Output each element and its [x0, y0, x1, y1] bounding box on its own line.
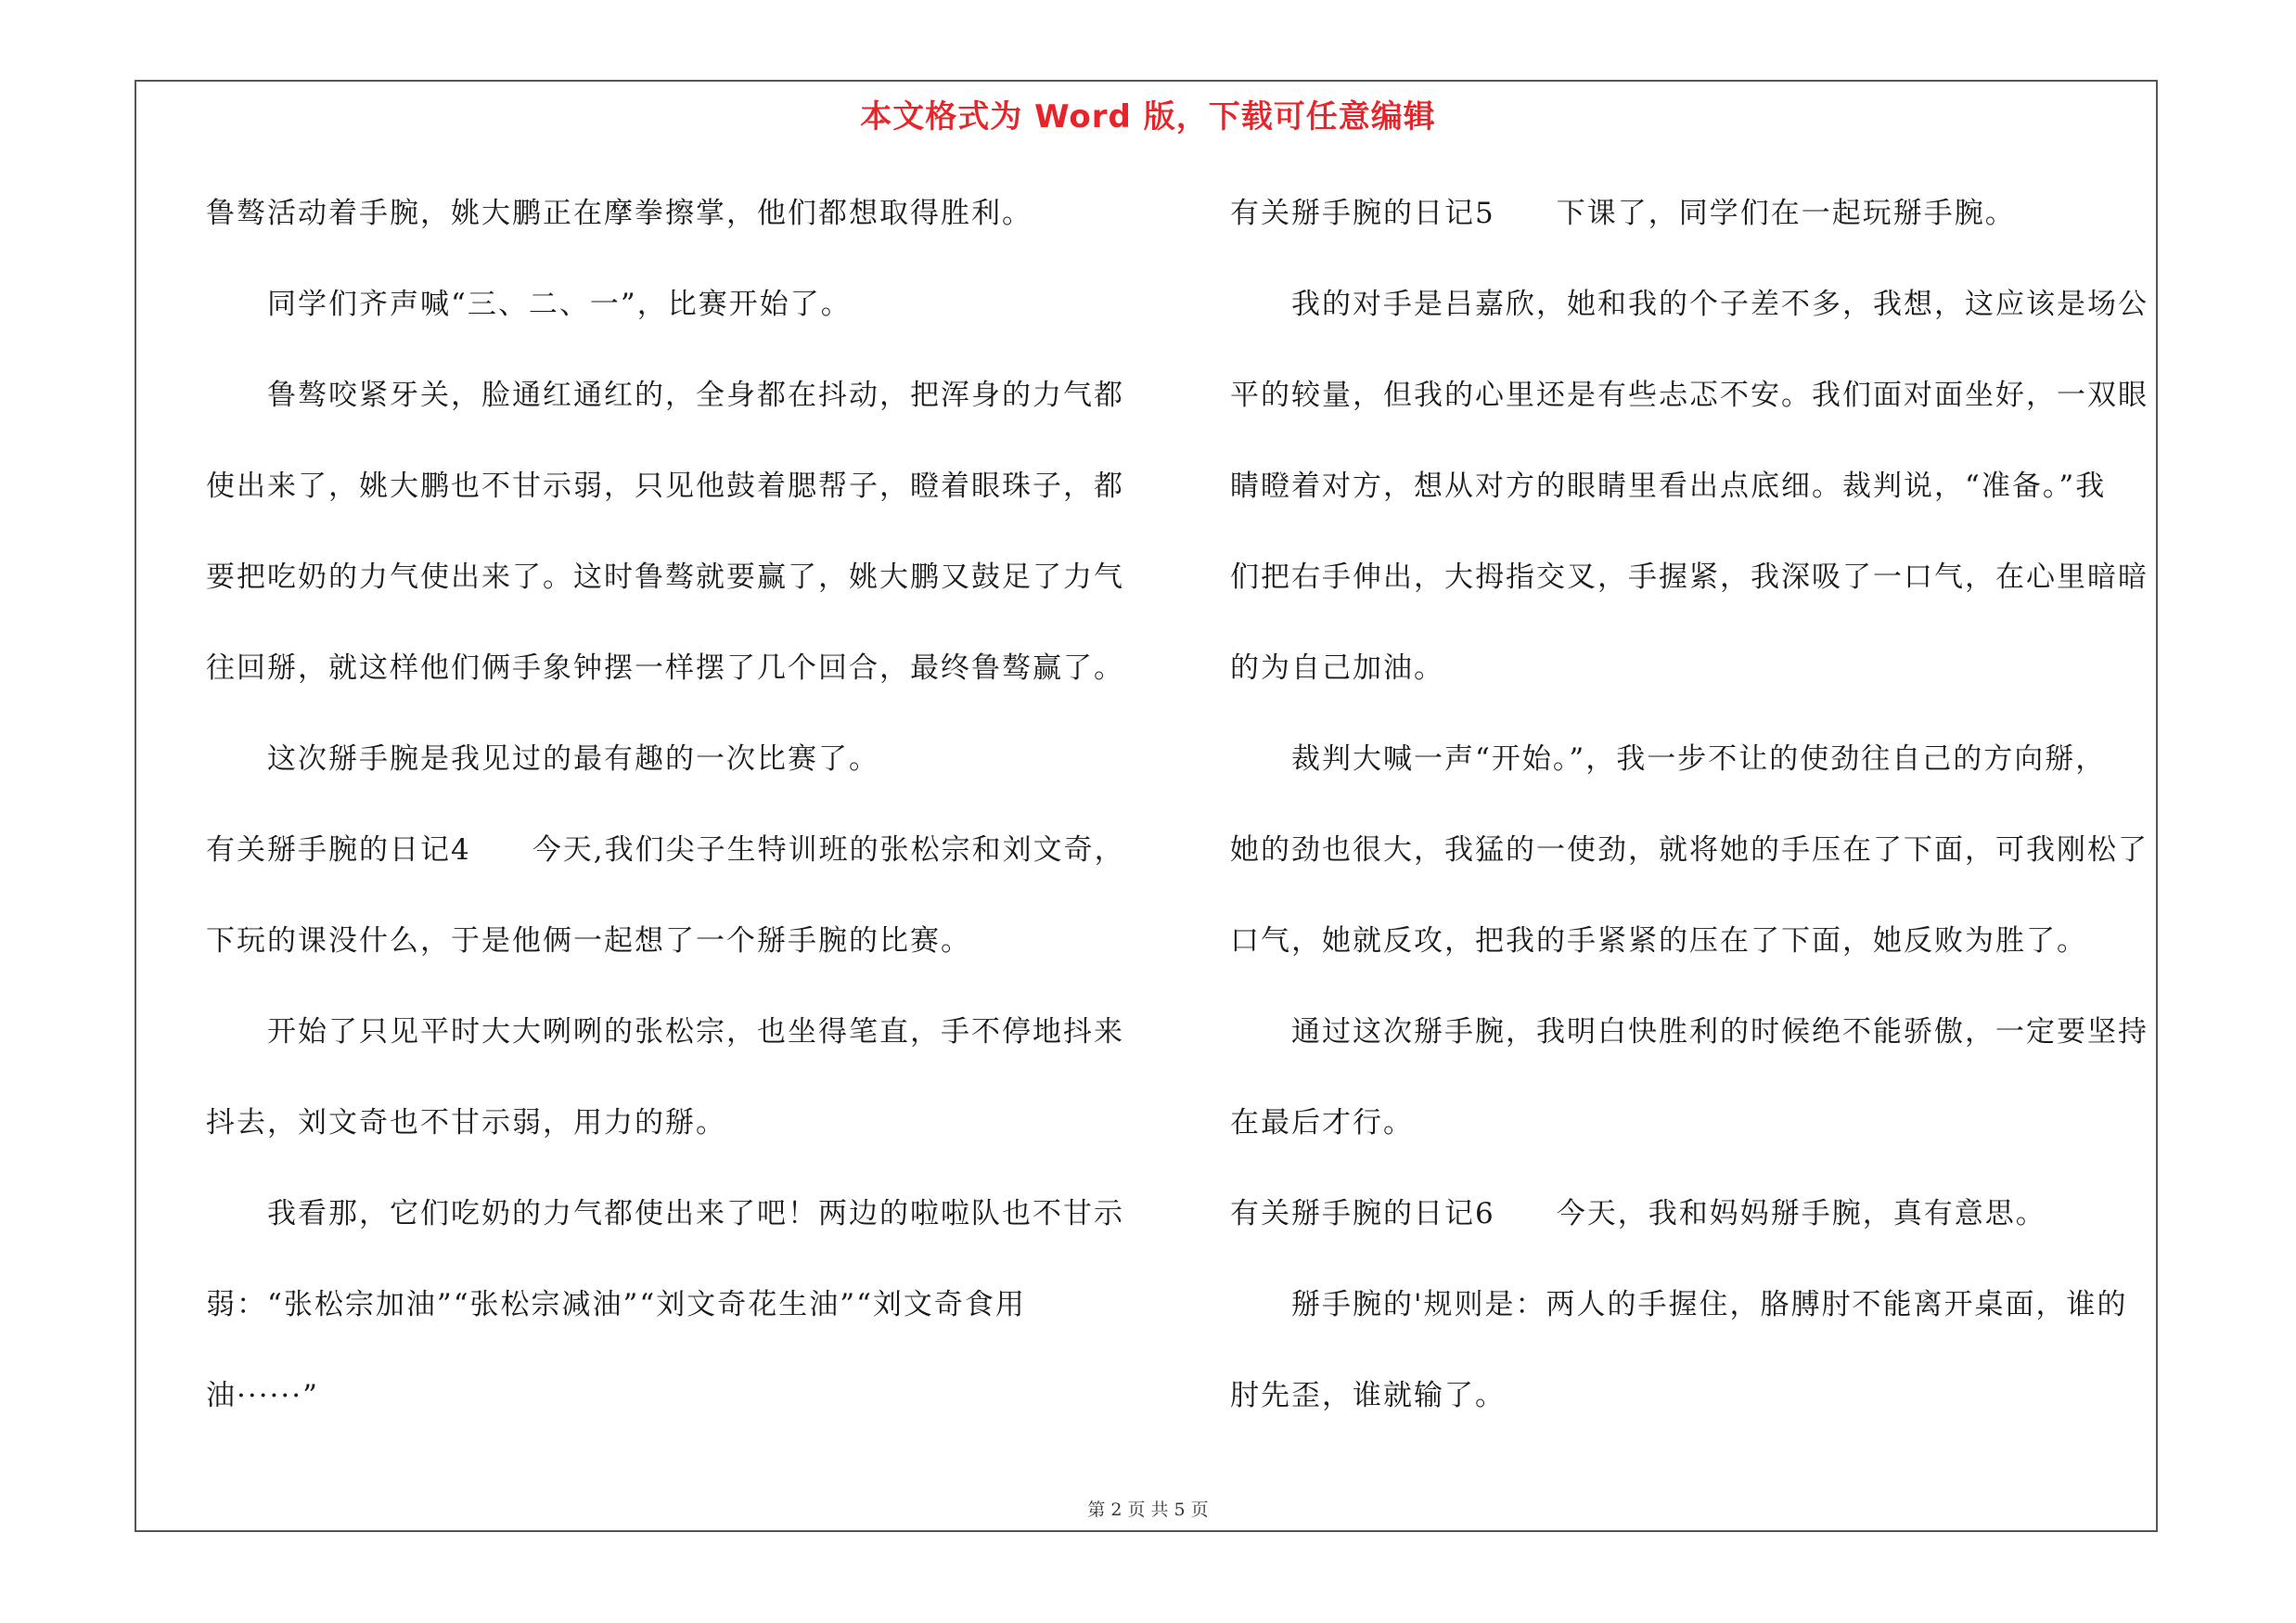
text-line: 鲁骜咬紧牙关，脸通红通红的，全身都在抖动，把浑身的力气都 [267, 379, 1124, 412]
text-line: 掰手腕的'规则是：两人的手握住，胳膊肘不能离开桌面，谁的 [1291, 1288, 2128, 1321]
text-line: 要把吃奶的力气使出来了。这时鲁骜就要赢了，姚大鹏又鼓足了力气 [206, 560, 1124, 594]
text-line: 鲁骜活动着手腕，姚大鹏正在摩拳擦掌，他们都想取得胜利。 [206, 197, 1033, 230]
text-line: 开始了只见平时大大咧咧的张松宗，也坐得笔直，手不停地抖来 [267, 1015, 1124, 1049]
text-line: 的为自己加油。 [1230, 651, 1444, 685]
text-line: 同学们齐声喊“三、二、一”，比赛开始了。 [267, 288, 852, 321]
text-line: 睛瞪着对方，想从对方的眼睛里看出点底细。裁判说，“准备。”我 [1230, 470, 2107, 503]
text-line: 我的对手是吕嘉欣，她和我的个子差不多，我想，这应该是场公 [1291, 288, 2148, 321]
page-number-footer: 第 2 页 共 5 页 [1087, 1500, 1209, 1520]
text-line: 平的较量，但我的心里还是有些忐忑不安。我们面对面坐好，一双眼 [1230, 379, 2148, 412]
diary-entry-heading: 有关掰手腕的日记4 今天,我们尖子生特训班的张松宗和刘文奇， [206, 833, 1125, 867]
text-line: 我看那，它们吃奶的力气都使出来了吧！两边的啦啦队也不甘示 [267, 1197, 1124, 1230]
text-line: 这次掰手腕是我见过的最有趣的一次比赛了。 [267, 742, 879, 776]
text-line: 口气，她就反攻，把我的手紧紧的压在了下面，她反败为胜了。 [1230, 924, 2087, 958]
text-line: 她的劲也很大，我猛的一使劲，就将她的手压在了下面，可我刚松了 [1230, 833, 2148, 867]
text-line: 们把右手伸出，大拇指交叉，手握紧，我深吸了一口气，在心里暗暗 [1230, 560, 2148, 594]
text-line: 肘先歪，谁就输了。 [1230, 1379, 1506, 1412]
text-line: 下玩的课没什么，于是他俩一起想了一个掰手腕的比赛。 [206, 924, 971, 958]
format-notice-header: 本文格式为 Word 版，下载可任意编辑 [860, 98, 1436, 135]
text-line: 弱：“张松宗加油”“张松宗减油”“刘文奇花生油”“刘文奇食用 [206, 1288, 1026, 1321]
text-line: 在最后才行。 [1230, 1106, 1414, 1140]
text-line: 抖去，刘文奇也不甘示弱，用力的掰。 [206, 1106, 726, 1140]
right-text-column [1230, 181, 2158, 1454]
text-line: 使出来了，姚大鹏也不甘示弱，只见他鼓着腮帮子，瞪着眼珠子，都 [206, 470, 1124, 503]
left-text-column [206, 181, 1134, 1454]
text-line: 往回掰，就这样他们俩手象钟摆一样摆了几个回合，最终鲁骜赢了。 [206, 651, 1124, 685]
diary-entry-heading: 有关掰手腕的日记5 下课了，同学们在一起玩掰手腕。 [1230, 197, 2016, 230]
text-line: 裁判大喊一声“开始。”，我一步不让的使劲往自己的方向掰， [1291, 742, 2107, 776]
diary-entry-heading: 有关掰手腕的日记6 今天，我和妈妈掰手腕，真有意思。 [1230, 1197, 2046, 1230]
text-line: 油······” [206, 1379, 319, 1412]
text-line: 通过这次掰手腕，我明白快胜利的时候绝不能骄傲，一定要坚持 [1291, 1015, 2148, 1049]
